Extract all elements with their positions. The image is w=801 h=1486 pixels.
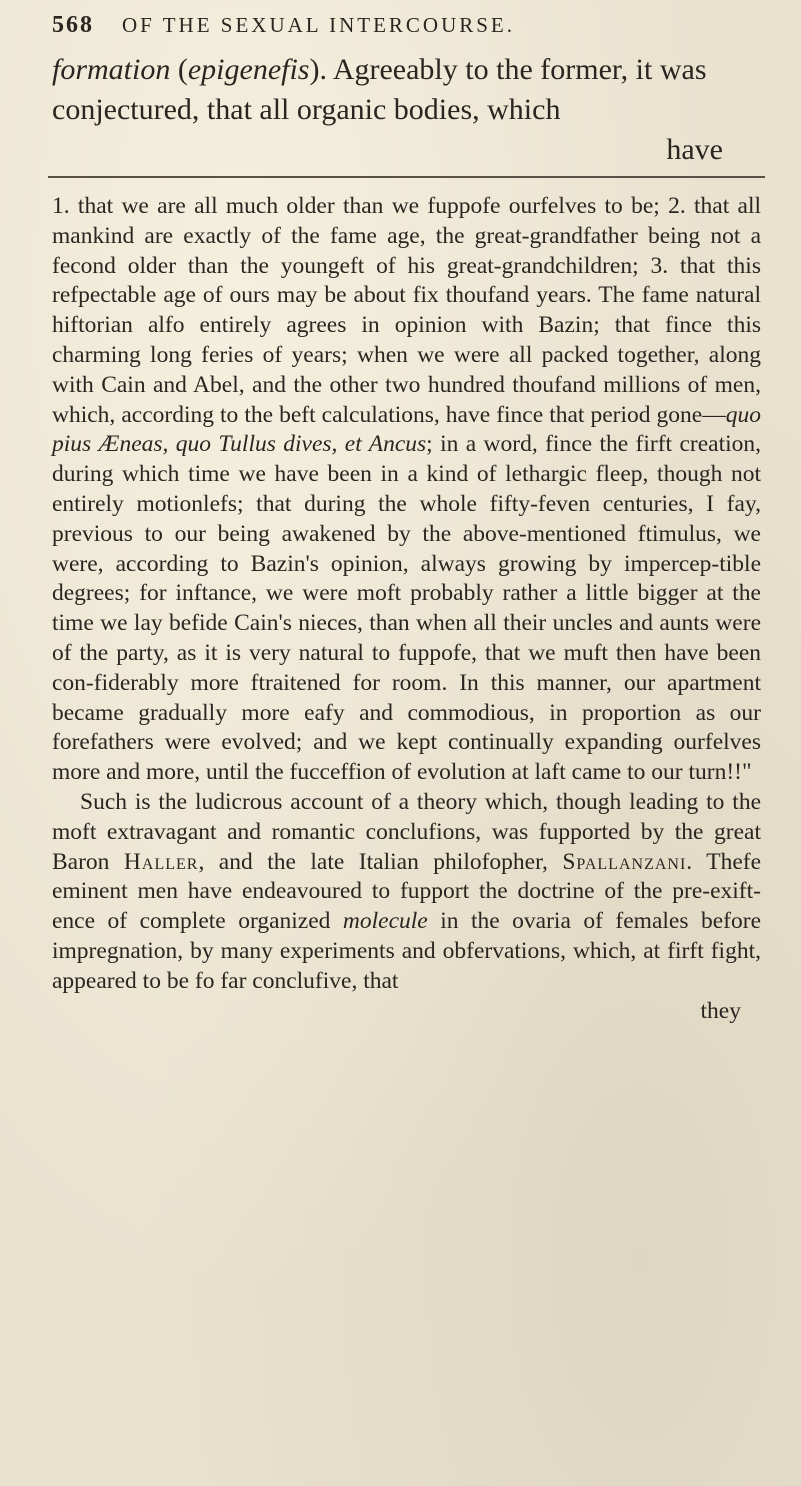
footnote-name-haller: Haller xyxy=(123,848,199,875)
main-text-catchword: have xyxy=(666,133,723,166)
main-text-italic-term: epigenefis xyxy=(187,53,310,86)
page-number: 568 xyxy=(52,12,94,38)
footnote-paragraph-2 xyxy=(52,788,761,997)
footnote-segment: Such is the ludicrous account of a theory which, though leading to the moft extravagant and romantic conclufions, was fupported by the great Baron xyxy=(52,788,761,875)
footnote-name-spallanzani: Spallanzani xyxy=(562,848,687,875)
footnote-segment: 1. that we are all much older than we fuppofe ourfelves to be; 2. that all mankind are exactly of the fame age, the great-grandfather being not a fecond older than the youngeft of his great-grandchildren; 3. that this refpectable age of ours may be about fix thoufand years. The fame natural hiftorian alfo entirely agrees in opinion with Bazin; that fince this charming long feries of years; when we were all packed together, along with Cain and Abel, and the other two hundred thoufand millions of men, which, according to the beft calculations, have fince that period gone— xyxy=(52,193,761,428)
main-text-segment: ). Agreeably to the former, it was conjectured, that all organic bodies, which xyxy=(52,53,707,126)
footnote-segment: ; in a word, fince the firft creation, during which time we have been in a kind of lethargic fleep, though not entirely motionlefs; that during the whole fifty-feven centuries, I fay, previous to our being awakened by the above-mentioned ftimulus, we were, according to Bazin's opinion, always growing by impercep-tible degrees; for inftance, we were moft probably rather a little bigger at the time we lay befide Cain's nieces, than when all their uncles and aunts were of the party, as it is very natural to fuppofe, that we muft then have been con-fiderably more ftraitened for room. In this manner, our apartment became gradually more eafy and commodious, in proportion as our forefathers were evolved; and we kept continually expanding ourfelves more and more, until the fucceffion of evolution at laft came to our turn!!" xyxy=(52,431,762,786)
main-text-segment: ( xyxy=(170,53,188,86)
footnote-paragraph-1 xyxy=(52,192,761,788)
footnote-segment: . Thefe eminent men have endeavoured to fupport the doctrine of the pre-exift-ence of complete organized xyxy=(52,848,761,935)
footnote-italic-term: molecule xyxy=(342,908,428,935)
footnote-latin-quote: quo pius Æneas, quo Tullus dives, et Ancus xyxy=(52,401,761,458)
main-text-italic-word: formation xyxy=(52,53,171,86)
running-head xyxy=(52,12,761,48)
footnote-segment: , and the late Italian philofopher, xyxy=(198,848,563,875)
footnote-catchword: they xyxy=(700,997,741,1024)
footnote xyxy=(52,192,761,1026)
running-title: OF THE SEXUAL INTERCOURSE. xyxy=(122,13,516,37)
footnote-segment: in the ovaria of females before impregnation, by many experiments and obfervations, which, at firft fight, appeared to be fo far conclufive, that xyxy=(52,908,761,994)
main-text xyxy=(52,50,761,170)
main-text-paragraph xyxy=(52,50,761,130)
footnote-divider xyxy=(48,176,765,178)
